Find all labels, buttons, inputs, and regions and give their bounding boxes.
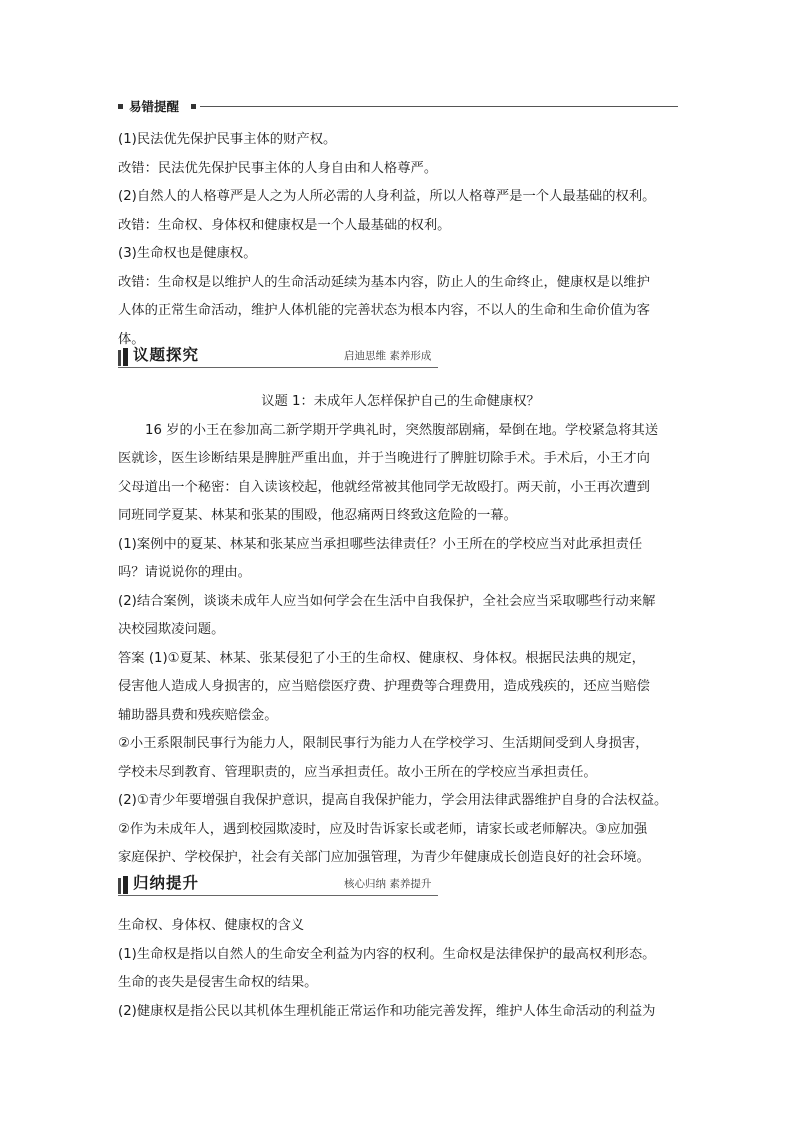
answer-line: ②作为未成年人，遇到校园欺凌时，应及时告诉家长或老师，请家长或老师解决。③应加强 [118,821,648,837]
square-bullet-icon [118,104,123,109]
summary-heading: 生命权、身体权、健康权的含义 [118,918,305,933]
correction-item: 改错：生命权、身体权和健康权是一个人最基础的权利。 [118,217,451,233]
answer-line: 辅助器具费和残疾赔偿金。 [118,707,278,723]
question-line: (1)案例中的夏某、林某和张某应当承担哪些法律责任？小王所在的学校应当对此承担责任 [118,536,643,552]
summary-line: 生命的丧失是侵害生命权的结果。 [118,975,318,990]
answer-line: 答案 (1)①夏某、林某、张某侵犯了小王的生命权、健康权、身体权。根据民法典的规定， [118,650,645,666]
summary-line: (2)健康权是指公民以其机体生理机能正常运作和功能完善发挥，维护人体生命活动的利益为 [118,1003,656,1019]
topic-title: 议题 1：未成年人怎样保护自己的生命健康权？ [261,394,540,409]
correction-item: 改错：生命权是以维护人的生命活动延续为基本内容，防止人的生命终止，健康权是以维护 [118,274,650,290]
mistakes-header [118,98,678,118]
summary-banner [118,872,438,898]
explore-body [118,388,683,873]
summary-line: (1)生命权是指以自然人的生命安全利益为内容的权利。生命权是法律保护的最高权利形态。 [118,946,656,962]
correction-item: 改错：民法优先保护民事主体的人身自由和人格尊严。 [118,160,438,176]
square-bullet-icon [191,104,196,109]
case-line: 同班同学夏某、林某和张某的围殴，他忍痛两日终致这危险的一幕。 [118,508,517,523]
mistakes-title: 易错提醒 [129,99,180,114]
banner-bar-icon [118,350,121,366]
question-line: 吗？请说说你的理由。 [118,565,251,580]
summary-title: 归纳提升 [133,874,200,892]
explore-banner [118,344,438,370]
case-line: 16 岁的小王在参加高二新学期开学典礼时，突然腹部剧痛，晕倒在地。学校紧急将其送 [145,422,659,438]
explore-title: 议题探究 [133,346,200,364]
correction-item: 人体的正常生命活动，维护人体机能的完善状态为根本内容，不以人的生命和生命价值为客 [118,303,650,318]
answer-line: ②小王系限制民事行为能力人，限制民事行为能力人在学校学习、生活期间受到人身损害， [118,736,649,751]
banner-bar-icon [123,876,128,894]
mistakes-list [118,126,683,354]
question-line: (2)结合案例，谈谈未成年人应当如何学会在生活中自我保护，全社会应当采取哪些行动来解 [118,593,656,609]
question-line: 决校园欺凌问题。 [118,622,225,637]
banner-bar-icon [123,348,128,366]
mistake-item: (3)生命权也是健康权。 [118,246,257,261]
banner-rule [118,895,438,896]
correction-item: 体。 [118,331,145,347]
answer-line: 学校未尽到教育、管理职责的，应当承担责任。故小王所在的学校应当承担责任。 [118,764,597,780]
answer-line: (2)①青少年要增强自我保护意识，提高自我保护能力，学会用法律武器维护自身的合法权益。 [118,793,668,808]
explore-subtitle: 启迪思维 素养形成 [344,350,432,362]
header-rule [200,106,678,107]
case-line: 父母道出一个秘密：自入读该校起，他就经常被其他同学无故殴打。两天前，小王再次遭到 [118,479,650,495]
banner-rule [118,367,438,368]
summary-body [118,912,683,1026]
summary-subtitle: 核心归纳 素养提升 [344,878,432,890]
answer-line: 侵害他人造成人身损害的，应当赔偿医疗费、护理费等合理费用，造成残疾的，还应当赔偿 [118,679,650,694]
banner-bar-icon [118,878,121,894]
mistake-item: (1)民法优先保护民事主体的财产权。 [118,132,337,147]
answer-line: 家庭保护、学校保护，社会有关部门应加强管理，为青少年健康成长创造良好的社会环境。 [118,850,650,865]
mistake-item: (2)自然人的人格尊严是人之为人所必需的人身利益，所以人格尊严是一个人最基础的权利。 [118,189,656,204]
case-line: 医就诊，医生诊断结果是脾脏严重出血，并于当晚进行了脾脏切除手术。手术后，小王才向 [118,451,650,466]
